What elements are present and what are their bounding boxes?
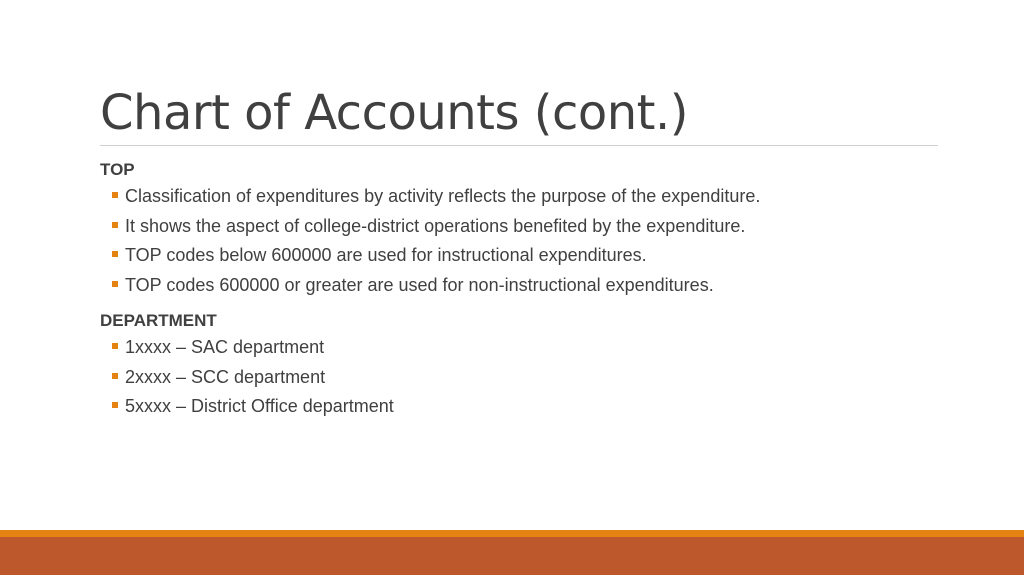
square-bullet-icon — [112, 343, 118, 349]
department-section — [100, 309, 938, 422]
section-heading-top: TOP — [100, 160, 135, 179]
bullet-text: 1xxxx – SAC department — [125, 337, 325, 357]
square-bullet-icon — [112, 402, 118, 408]
bullet-item — [100, 182, 938, 212]
square-bullet-icon — [112, 192, 118, 198]
bullet-item — [100, 363, 938, 393]
square-bullet-icon — [112, 251, 118, 257]
bullet-text: Classification of expenditures by activity reflects the purpose of the expenditure. — [125, 186, 761, 206]
bullet-item — [100, 241, 938, 271]
bullet-text: TOP codes below 600000 are used for instructional expenditures. — [125, 245, 647, 265]
footer-band — [0, 537, 1024, 575]
department-bullet-list — [100, 333, 938, 422]
bullet-item — [100, 333, 938, 363]
section-heading-department: DEPARTMENT — [100, 311, 217, 330]
slide-body — [100, 158, 938, 422]
bullet-text: 2xxxx – SCC department — [125, 366, 326, 387]
slide-title: Chart of Accounts (cont.) — [100, 85, 688, 141]
bullet-text: It shows the aspect of college-district operations benefited by the expenditure. — [125, 215, 746, 236]
square-bullet-icon — [112, 222, 118, 228]
title-divider — [100, 145, 938, 146]
top-section — [100, 158, 938, 300]
bullet-text: 5xxxx – District Office department — [125, 396, 394, 416]
square-bullet-icon — [112, 373, 118, 379]
square-bullet-icon — [112, 281, 118, 287]
bullet-item — [100, 212, 938, 242]
top-bullet-list — [100, 182, 938, 300]
bullet-text: TOP codes 600000 or greater are used for non-instructional expenditures. — [125, 274, 714, 295]
bullet-item — [100, 271, 938, 301]
footer-accent-stripe — [0, 530, 1024, 537]
bullet-item — [100, 392, 938, 422]
